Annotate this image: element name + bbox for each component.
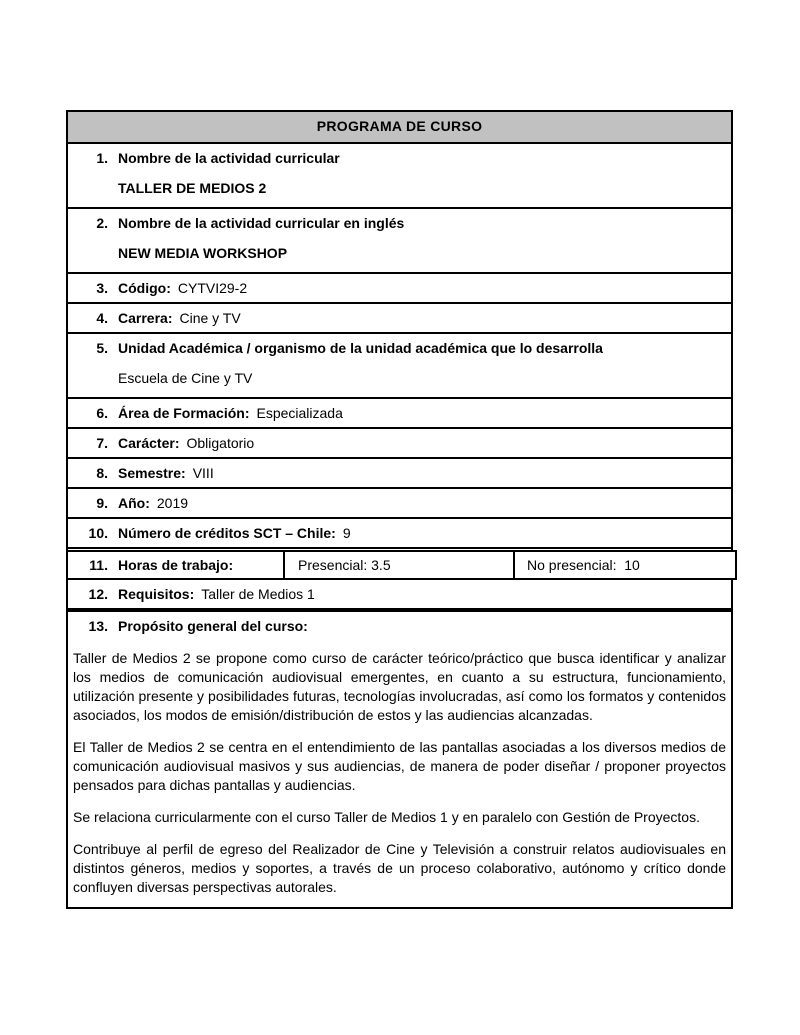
purpose-paragraph: Se relaciona curricularmente con el curso Taller de Medios 1 y en paralelo con Gestión de Proyectos. [73,809,700,825]
row-caracter [68,429,731,459]
row-number: 11. [89,557,108,573]
row-value: Especializada [256,405,343,421]
row-label: Código: [118,280,171,296]
row-label: Requisitos: [118,586,195,602]
hours-label-cell [68,552,285,578]
row-label: Semestre: [118,465,186,481]
row-value: CYTVI29-2 [177,280,248,296]
row-label: Nombre de la actividad curricular en inglés [118,215,405,231]
row-label: Carácter: [118,435,180,451]
purpose-heading [68,617,726,636]
row-label: Carrera: [118,310,173,326]
row-proposito-general [68,610,731,907]
hours-presencial-cell [285,552,515,578]
row-area-formacion [68,399,731,429]
hours-no-presencial-cell [515,552,735,578]
purpose-paragraph: Taller de Medios 2 se propone como curso de carácter teórico/práctico que busca identificar y analizar los medios de comunicación audiovisual emergentes, en cuanto a su estructura, funcionamiento, utilización presente y posibilidades futuras, tecnologías involucradas, así como los formatos y contenidos asociados, los modos de emisión/distribución de estos y las audiencias alcanzadas. [73,650,726,723]
row-label-line [68,214,723,233]
row-unidad-academica [68,334,731,399]
row-carrera [68,304,731,334]
row-value: Escuela de Cine y TV [118,370,253,386]
row-label: Año: [118,495,150,511]
row-codigo [68,274,731,304]
row-number: 9. [96,495,108,511]
row-value: Cine y TV [179,310,241,326]
row-label-line [68,339,723,358]
no-presencial-value: No presencial: 10 [527,557,640,573]
row-value: 9 [342,525,351,541]
row-number: 5. [96,340,108,356]
row-horas-trabajo [68,550,737,580]
row-number: 1. [96,150,108,166]
row-number: 13. [88,618,108,634]
row-value: 2019 [156,495,189,511]
row-label: Unidad Académica / organismo de la unidad académica que lo desarrolla [118,340,603,356]
table-header [68,112,731,144]
row-number: 2. [96,215,108,231]
row-label: Propósito general del curso: [118,618,308,634]
row-nombre-ingles [68,209,731,274]
row-ano [68,489,731,519]
row-semestre [68,459,731,489]
row-number: 10. [88,525,108,541]
row-number: 4. [96,310,108,326]
row-label: Horas de trabajo: [118,557,234,573]
row-requisitos [68,580,731,610]
row-value: TALLER DE MEDIOS 2 [118,180,267,196]
row-label: Nombre de la actividad curricular [118,150,340,166]
row-number: 8. [96,465,108,481]
row-value: Obligatorio [186,435,255,451]
row-number: 7. [96,435,108,451]
row-label: Número de créditos SCT – Chile: [118,525,336,541]
course-program-table [66,110,733,909]
row-value: NEW MEDIA WORKSHOP [118,245,288,261]
purpose-paragraph: Contribuye al perfil de egreso del Realizador de Cine y Televisión a construir relatos audiovisuales en distintos géneros, medios y soportes, a través de un proceso colaborativo, autónomo y crítico donde confluyen diversas perspectivas autorales. [73,841,726,895]
row-value: Taller de Medios 1 [201,586,315,602]
purpose-paragraph: El Taller de Medios 2 se centra en el entendimiento de las pantallas asociadas a los diversos medios de comunicación audiovisual masivos y sus audiencias, de manera de poder diseñar / proponer proyectos pensados para dichas pantallas y audiencias. [73,739,726,793]
presencial-value: Presencial: 3.5 [298,557,391,573]
row-number: 6. [96,405,108,421]
row-number: 12. [88,586,108,602]
row-label: Área de Formación: [118,405,250,421]
row-nombre-actividad [68,144,731,209]
row-value: VIII [192,465,214,481]
document-title: PROGRAMA DE CURSO [316,118,483,134]
row-label-line [68,149,723,168]
row-creditos-sct [68,519,731,549]
row-number: 3. [96,280,108,296]
